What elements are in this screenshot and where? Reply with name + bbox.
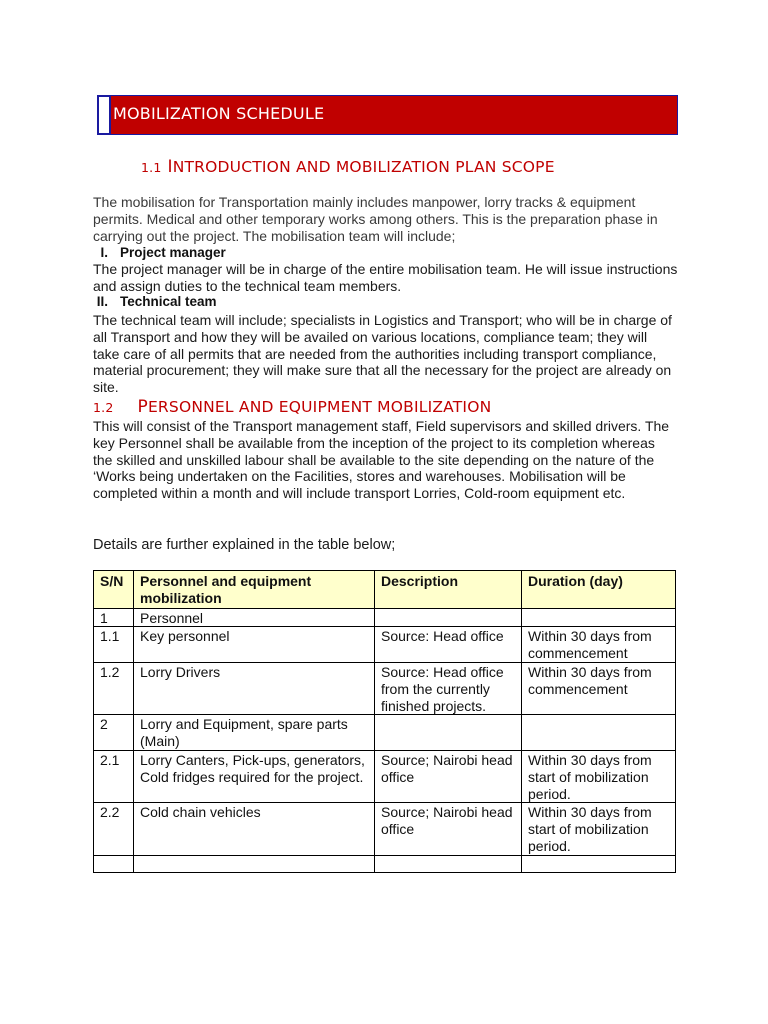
cell-duration: Within 30 days from commencement <box>522 662 676 714</box>
cell-duration: Within 30 days from start of mobilization period. <box>522 803 676 855</box>
roman-numeral: II. <box>96 294 108 309</box>
subheading-text: Technical team <box>120 294 217 309</box>
cell-sn: 1.2 <box>94 662 134 714</box>
cell-description: Source: Head office <box>375 627 522 663</box>
details-line: Details are further explained in the table below; <box>93 537 396 553</box>
heading-number: 1.2 <box>93 400 114 415</box>
subheading-text: Project manager <box>120 245 226 260</box>
table-header-row <box>94 571 676 609</box>
personnel-paragraph: This will consist of the Transport management staff, Field supervisors and skilled drivers. The key Personnel shall be available from the inception of the project to its completion whereas the skilled and unskilled labour shall be available to the site depending on the nature of the ‘Works being undertaken on the Facilities, stores and warehouses. Mobilisation will be completed within a month and will include transport Lorries, Cold-room equipment etc. <box>93 418 670 502</box>
intro-paragraph: The mobilisation for Transportation mainly includes manpower, lorry tracks & equipment permits. Medical and other temporary works among others. This is the preparation phase in carrying out the project. The mobilisation team will include; <box>93 194 658 244</box>
table-row <box>94 608 676 627</box>
cell-item: Key personnel <box>134 627 375 663</box>
cell-item: Personnel <box>134 608 375 627</box>
table-row <box>94 750 676 802</box>
cell-duration: Within 30 days from start of mobilization period. <box>522 750 676 802</box>
header-description: Description <box>375 571 522 609</box>
page-title: MOBILIZATION SCHEDULE <box>113 104 325 123</box>
project-manager-paragraph: The project manager will be in charge of the entire mobilisation team. He will issue instructions and assign duties to the technical team members. <box>93 261 678 294</box>
cell-description: Source; Nairobi head office <box>375 803 522 855</box>
table-row <box>94 715 676 751</box>
cell-description: Source: Head office from the currently finished projects. <box>375 662 522 714</box>
heading-initial: P <box>137 397 148 417</box>
cell-item: Lorry Drivers <box>134 662 375 714</box>
heading-text: ERSONNEL AND EQUIPMENT MOBILIZATION <box>147 398 492 416</box>
cell-duration: Within 30 days from commencement <box>522 627 676 663</box>
section-banner <box>97 95 678 135</box>
heading-personnel <box>93 397 491 417</box>
cell-duration <box>522 608 676 627</box>
roman-numeral: I. <box>100 245 108 260</box>
header-duration: Duration (day) <box>522 571 676 609</box>
heading-initial: I <box>167 157 173 177</box>
cell-item: Lorry and Equipment, spare parts (Main) <box>134 715 375 751</box>
cell-sn: 2.2 <box>94 803 134 855</box>
cell-description <box>375 608 522 627</box>
cell-sn: 2 <box>94 715 134 751</box>
table-row <box>94 855 676 872</box>
table-row <box>94 662 676 714</box>
cell-sn: 1.1 <box>94 627 134 663</box>
cell-description <box>375 715 522 751</box>
subheading-technical-team <box>76 294 217 309</box>
cell-description: Source; Nairobi head office <box>375 750 522 802</box>
cell-item: Cold chain vehicles <box>134 803 375 855</box>
cell-duration <box>522 715 676 751</box>
cell-duration <box>522 855 676 872</box>
technical-team-paragraph: The technical team will include; specialists in Logistics and Transport; who will be in charge of all Transport and how they will be availed on various locations, compliance team; they will take care of all permits that are needed from the authorities including transport compliance, material procurement; they will make sure that all the necessary for the project are already on site. <box>93 312 672 396</box>
heading-number: 1.1 <box>141 160 162 175</box>
cell-description <box>375 855 522 872</box>
table-row <box>94 803 676 855</box>
heading-text: NTRODUCTION AND MOBILIZATION PLAN SCOPE <box>172 158 555 176</box>
cell-sn: 2.1 <box>94 750 134 802</box>
mobilization-table <box>93 570 676 873</box>
header-personnel: Personnel and equipment mobilization <box>134 571 375 609</box>
cell-item: Lorry Canters, Pick-ups, generators, Cold fridges required for the project. <box>134 750 375 802</box>
heading-introduction <box>141 157 555 177</box>
subheading-project-manager <box>76 245 226 260</box>
table-row <box>94 627 676 663</box>
cell-item <box>134 855 375 872</box>
cell-sn <box>94 855 134 872</box>
cell-sn: 1 <box>94 608 134 627</box>
header-sn: S/N <box>94 571 134 609</box>
